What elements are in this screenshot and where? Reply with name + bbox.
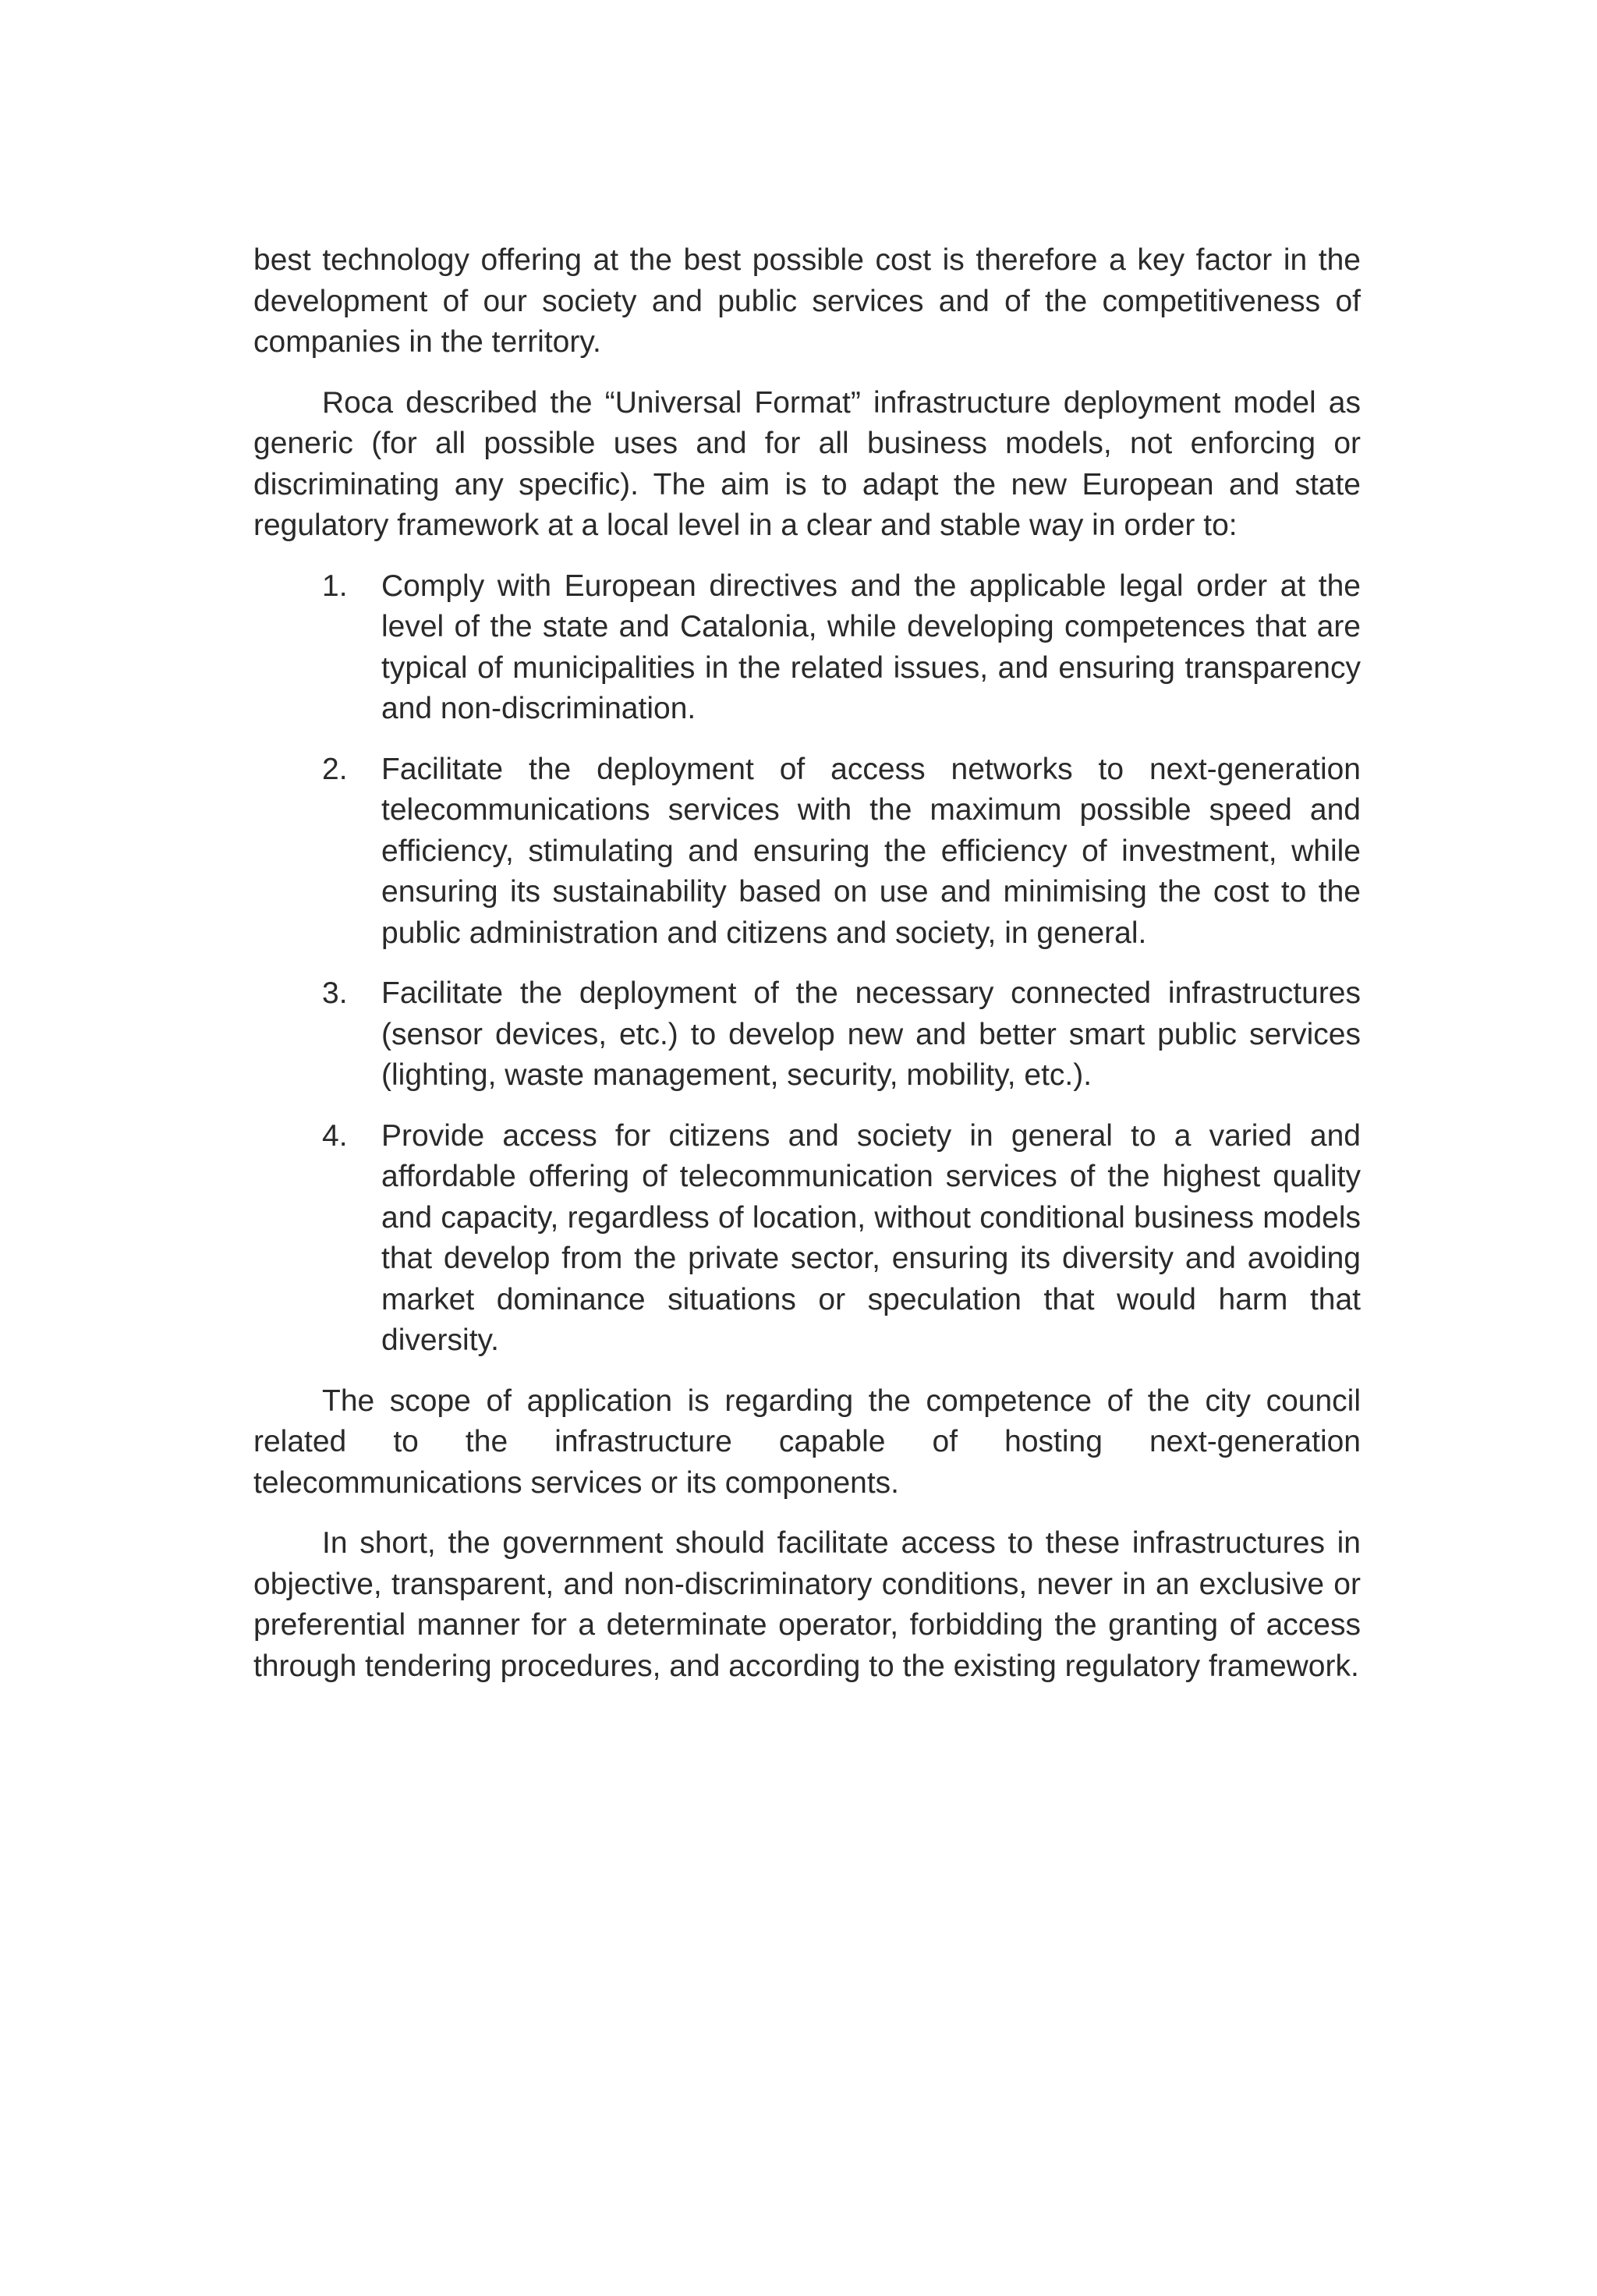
list-item-number: 1. [322,569,348,603]
list-item-text: Facilitate the deployment of the necessary connected infrastructures (sensor devices, etc.) to develop new and better smart public services (lighting, waste management, security, mobility, etc.). [381,976,1361,1092]
paragraph-conclusion: In short, the government should facilitate access to these infrastructures in objective, transparent, and non-discriminatory conditions, never in an exclusive or preferential manner for a determinate operator, forbidding the granting of access through tendering procedures, and according to the existing regulatory framework. [253,1526,1361,1683]
list-item-number: 3. [322,976,348,1010]
list-item [253,973,1361,1097]
list-item-number: 2. [322,752,348,786]
list-item-text: Provide access for citizens and society in general to a varied and affordable offering of telecommunication services of the highest quality and capacity, regardless of location, without conditional business models that develop from the private sector, ensuring its diversity and avoiding market dominance situations or speculation that would harm that diversity. [381,1118,1361,1357]
list-item-number: 4. [322,1118,348,1153]
list-item-text: Facilitate the deployment of access networks to next-generation telecommunications services with the maximum possible speed and efficiency, stimulating and ensuring the efficiency of investment, while ensuring its sustainability based on use and minimising the cost to the public administration and citizens and society, in general. [381,752,1361,950]
list-item [253,566,1361,730]
objectives-list [253,566,1361,1362]
paragraph-continuation: best technology offering at the best possible cost is therefore a key factor in the development of our society and public services and of the competitiveness of companies in the territory. [253,243,1361,359]
body-text [253,240,1361,1706]
paragraph-universal-format: Roca described the “Universal Format” infrastructure deployment model as generic (for all possible uses and for all business models, not enforcing or discriminating any specific). The aim is to adapt the new European and state regulatory framework at a local level in a clear and stable way in order to: [253,385,1361,542]
paragraph-scope: The scope of application is regarding the competence of the city council related to the infrastructure capable of hosting next-generation telecommunications services or its components. [253,1384,1361,1500]
list-item [253,749,1361,955]
list-item-text: Comply with European directives and the applicable legal order at the level of the state and Catalonia, while developing competences that are typical of municipalities in the related issues, and ensuring transparency and non-discrimination. [381,569,1361,725]
list-item [253,1116,1361,1362]
